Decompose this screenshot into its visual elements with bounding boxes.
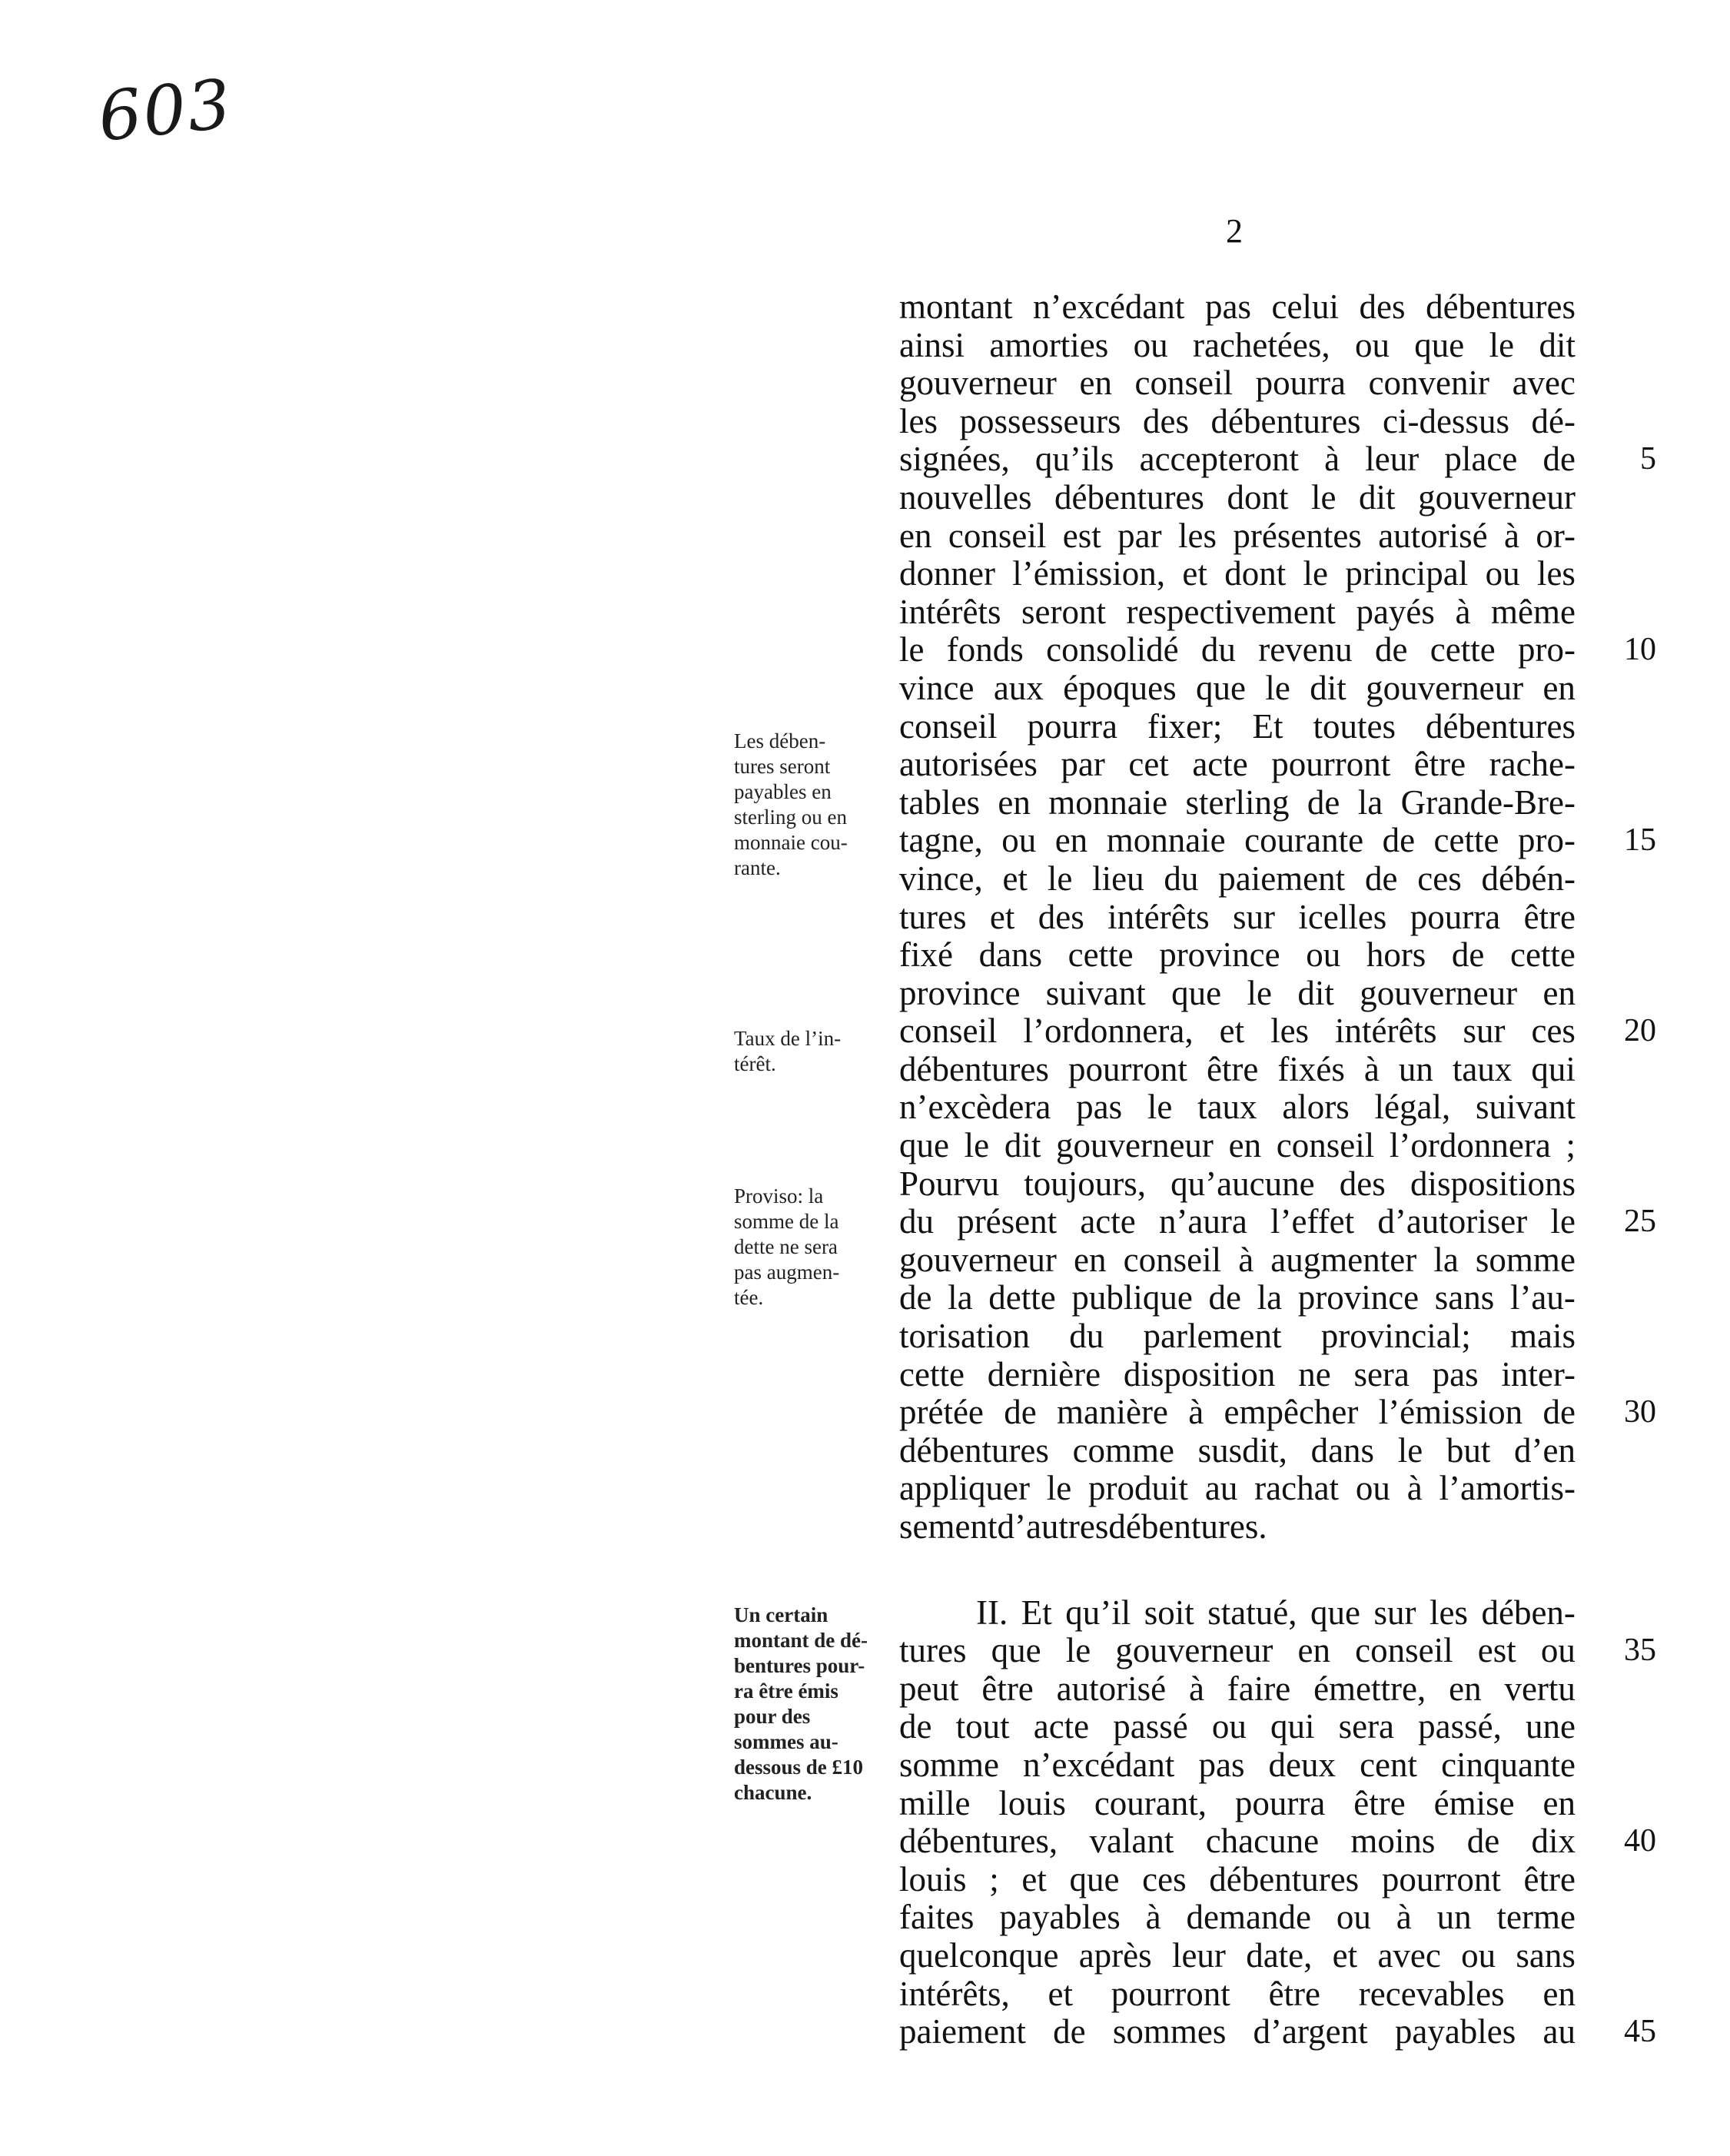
text-line: torisation du parlement provincial; mais	[899, 1317, 1576, 1356]
line-number: 30	[1624, 1394, 1656, 1430]
text-line: tagne, ou en monnaie courante de cette pro-	[899, 821, 1576, 860]
text-line: tures et des intérêts sur icelles pourra être	[899, 897, 1576, 936]
text-line: les possesseurs des débentures ci-dessus dé-	[899, 401, 1576, 440]
text-line: appliquer le produit au rachat ou à l’amortis-	[899, 1469, 1576, 1508]
margin-note-interest-rate: Taux de l’in- térêt.	[734, 1027, 842, 1075]
text-line: vince aux époques que le dit gouverneur en	[899, 668, 1576, 707]
margin-note-sterling: Les dében- tures seront payables en sterling ou en monnaie cou- rante.	[734, 729, 848, 879]
text-line: cette dernière disposition ne sera pas inter-	[899, 1354, 1576, 1394]
text-line: gouverneur en conseil à augmenter la somme	[899, 1240, 1576, 1279]
text-line: tures que le gouverneur en conseil est ou	[899, 1631, 1576, 1670]
margin-note-proviso: Proviso: la somme de la dette ne sera pas augmen- tée.	[734, 1184, 840, 1309]
text-line: mille louis courant, pourra être émise en	[899, 1783, 1576, 1822]
handwritten-page-number: 603	[95, 64, 236, 157]
line-number: 10	[1624, 632, 1656, 667]
line-number: 45	[1624, 2014, 1656, 2049]
text-line: paiement de sommes d’argent payables au	[899, 2012, 1576, 2051]
page-number: 2	[1226, 212, 1243, 250]
text-line: débentures comme susdit, dans le but d’en	[899, 1430, 1576, 1470]
text-line: ainsi amorties ou rachetées, ou que le dit	[899, 325, 1576, 364]
margin-note-debentures-under-10: Un certain montant de dé- bentures pour- ra être émis pour des sommes au- dessous de £10 chacune.	[734, 1603, 868, 1804]
text-line: prétée de manière à empêcher l’émission de	[899, 1393, 1576, 1432]
text-line: débentures pourront être fixés à un taux qui	[899, 1049, 1576, 1088]
text-line: en conseil est par les présentes autorisé à or-	[899, 516, 1576, 555]
text-line: débentures, valant chacune moins de dix	[899, 1822, 1576, 1861]
text-line: de la dette publique de la province sans l’au-	[899, 1278, 1576, 1317]
text-line: intérêts seront respectivement payés à même	[899, 592, 1576, 631]
line-number: 35	[1624, 1633, 1656, 1668]
text-line: vince, et le lieu du paiement de ces débén-	[899, 859, 1576, 898]
text-line: faites payables à demande ou à un terme	[899, 1898, 1576, 1937]
line-number: 15	[1624, 822, 1656, 858]
text-line: montant n’excédant pas celui des débentures	[899, 287, 1576, 326]
body-text	[899, 288, 1576, 2051]
section-heading-line: II. Et qu’il soit statué, que sur les dében-	[976, 1593, 1576, 1632]
text-line: louis ; et que ces débentures pourront être	[899, 1859, 1576, 1899]
text-line: que le dit gouverneur en conseil l’ordonnera ;	[899, 1126, 1576, 1165]
text-line: autorisées par cet acte pourront être rache-	[899, 745, 1576, 784]
text-line: nouvelles débentures dont le dit gouverneur	[899, 477, 1576, 517]
text-line: fixé dans cette province ou hors de cette	[899, 935, 1576, 975]
text-line: conseil l’ordonnera, et les intérêts sur ces	[899, 1012, 1576, 1051]
line-number: 40	[1624, 1823, 1656, 1859]
line-number: 25	[1624, 1204, 1656, 1239]
text-line: tables en monnaie sterling de la Grande-Bre-	[899, 782, 1576, 822]
text-line: du présent acte n’aura l’effet d’autoriser le	[899, 1202, 1576, 1241]
text-line: le fonds consolidé du revenu de cette pro-	[899, 630, 1576, 669]
text-line: donner l’émission, et dont le principal ou les	[899, 554, 1576, 593]
text-line: gouverneur en conseil pourra convenir avec	[899, 364, 1576, 403]
text-line: signées, qu’ils accepteront à leur place de	[899, 440, 1576, 479]
text-line: province suivant que le dit gouverneur en	[899, 973, 1576, 1012]
text-line: quelconque après leur date, et avec ou sans	[899, 1935, 1576, 1975]
text-line: Pourvu toujours, qu’aucune des dispositions	[899, 1164, 1576, 1203]
line-number: 20	[1624, 1013, 1656, 1048]
text-line: de tout acte passé ou qui sera passé, une	[899, 1707, 1576, 1746]
text-line: n’excèdera pas le taux alors légal, suivant	[899, 1088, 1576, 1127]
text-line: conseil pourra fixer; Et toutes débentures	[899, 706, 1576, 746]
text-line: intérêts, et pourront être recevables en	[899, 1974, 1576, 2013]
text-line: peut être autorisé à faire émettre, en vertu	[899, 1669, 1576, 1708]
text-line: somme n’excédant pas deux cent cinquante	[899, 1745, 1576, 1784]
line-number: 5	[1640, 441, 1656, 477]
text-line: sement d’autres débentures.	[899, 1507, 1267, 1546]
